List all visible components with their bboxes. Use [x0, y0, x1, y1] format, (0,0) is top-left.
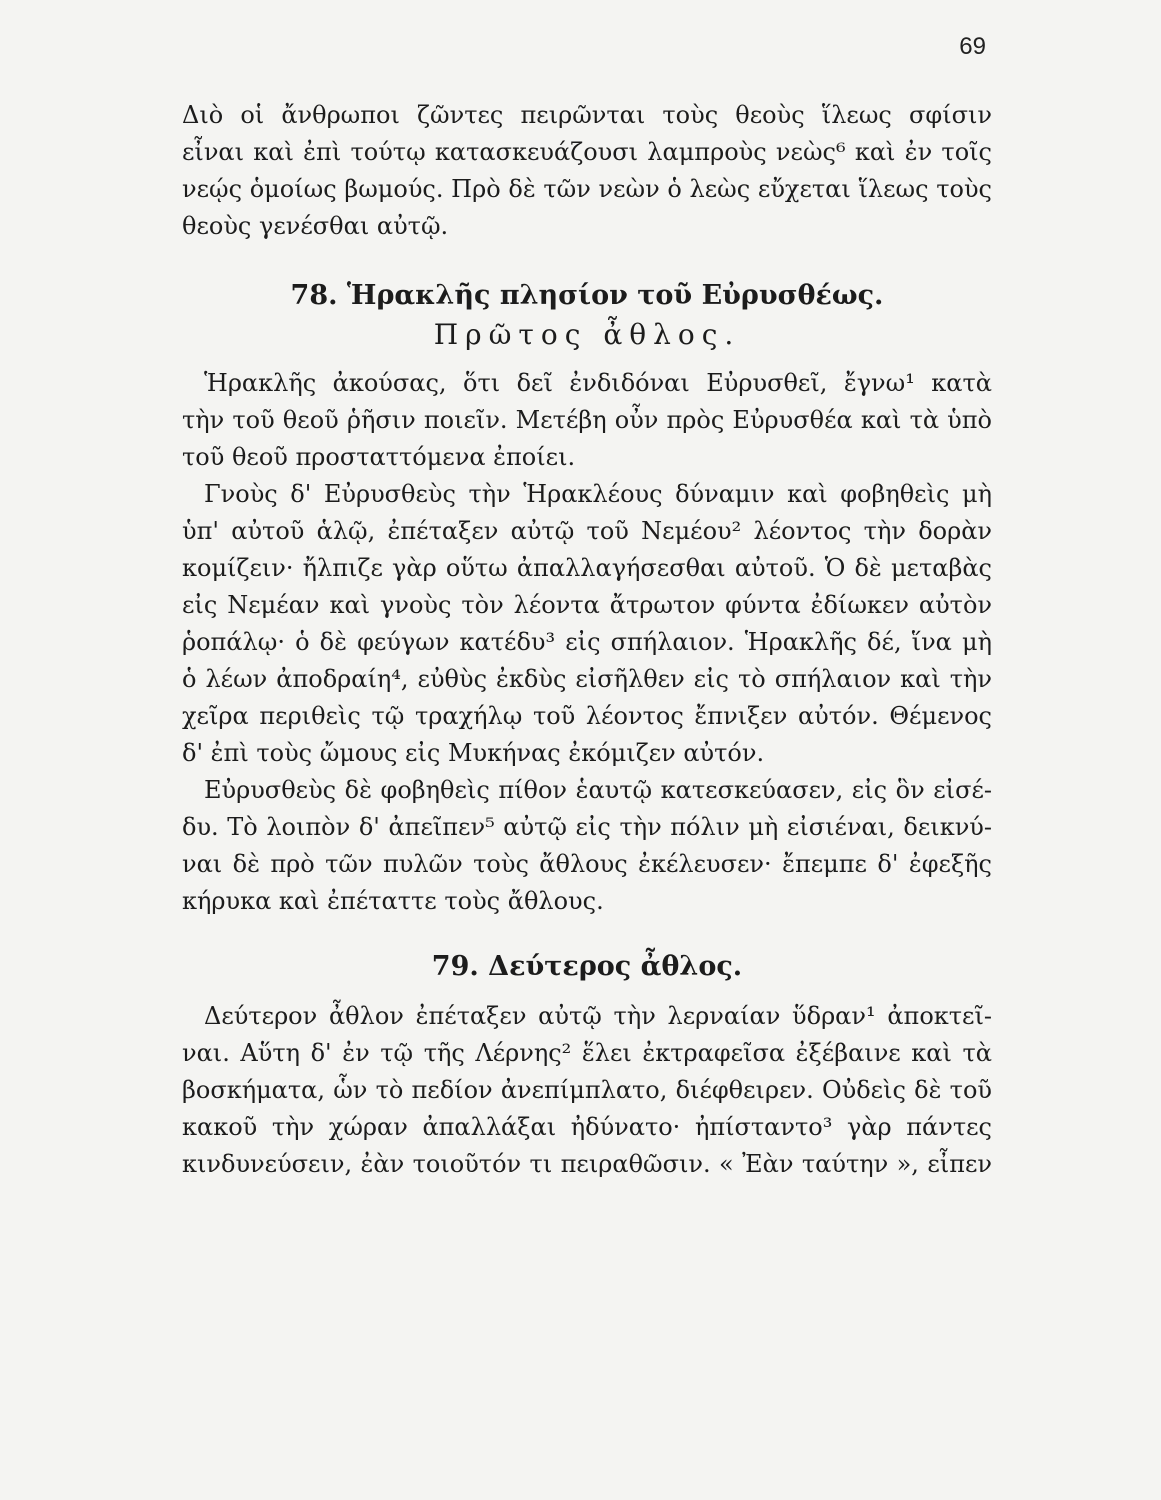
- text-line: ὁ λέων ἀποδραίη⁴, εὐθὺς ἐκδὺς εἰσῆλθεν εἰς τὸ σπήλαιον καὶ τὴν: [182, 665, 992, 693]
- text-line: δ' ἐπὶ τοὺς ὤμους εἰς Μυκήνας ἐκόμιζεν αὐτόν.: [182, 739, 765, 767]
- section-78-subheading: Πρῶτος ἆθλος.: [433, 318, 741, 351]
- text-line: Διὸ οἱ ἄνθρωποι ζῶντες πειρῶνται τοὺς θεοὺς ἵλεως σφίσιν: [182, 101, 992, 129]
- text-line: τοῦ θεοῦ προσταττόμενα ἐποίει.: [182, 443, 576, 471]
- text-line: κομίζειν· ἤλπιζε γὰρ οὕτω ἀπαλλαγήσεσθαι αὐτοῦ. Ὁ δὲ μεταβὰς: [182, 554, 992, 582]
- paragraph: [182, 476, 992, 772]
- paragraph: [182, 772, 992, 920]
- page-body: [182, 97, 992, 1183]
- text-line: εἶναι καὶ ἐπὶ τούτῳ κατασκευάζουσι λαμπροὺς νεὼς⁶ καὶ ἐν τοῖς: [182, 138, 992, 166]
- text-line: ῥοπάλῳ· ὁ δὲ φεύγων κατέδυ³ εἰς σπήλαιον. Ἡρακλῆς δέ, ἵνα μὴ: [182, 628, 992, 656]
- text-line: ναι δὲ πρὸ τῶν πυλῶν τοὺς ἄθλους ἐκέλευσεν· ἔπεμπε δ' ἐφεξῆς: [182, 850, 992, 878]
- text-line: τὴν τοῦ θεοῦ ῥῆσιν ποιεῖν. Μετέβη οὖν πρὸς Εὐρυσθέα καὶ τὰ ὑπὸ: [182, 406, 992, 434]
- section-78-heading: 78. Ἡρακλῆς πλησίον τοῦ Εὐρυσθέως.: [290, 280, 884, 311]
- page-number: 69: [959, 33, 986, 60]
- paragraph: [182, 365, 992, 476]
- text-line: θεοὺς γενέσθαι αὐτῷ.: [182, 212, 449, 240]
- text-line: βοσκήματα, ὧν τὸ πεδίον ἀνεπίμπλατο, διέφθειρεν. Οὐδεὶς δὲ τοῦ: [182, 1076, 992, 1104]
- text-line: εἰς Νεμέαν καὶ γνοὺς τὸν λέοντα ἄτρωτον φύντα ἐδίωκεν αὐτὸν: [182, 591, 992, 619]
- text-line: ναι. Αὕτη δ' ἐν τῷ τῆς Λέρνης² ἕλει ἐκτραφεῖσα ἐξέβαινε καὶ τὰ: [182, 1039, 992, 1067]
- text-line: κήρυκα καὶ ἐπέταττε τοὺς ἄθλους.: [182, 887, 604, 915]
- text-line: Εὐρυσθεὺς δὲ φοβηθεὶς πίθον ἑαυτῷ κατεσκεύασεν, εἰς ὃν εἰσέ-: [204, 776, 992, 804]
- text-line: δυ. Τὸ λοιπὸν δ' ἀπεῖπεν⁵ αὐτῷ εἰς τὴν πόλιν μὴ εἰσιέναι, δεικνύ-: [182, 813, 992, 841]
- intro-paragraph: [182, 97, 992, 245]
- text-line: χεῖρα περιθεὶς τῷ τραχήλῳ τοῦ λέοντος ἔπνιξεν αὐτόν. Θέμενος: [182, 702, 992, 730]
- paragraph: [182, 998, 992, 1183]
- text-line: κακοῦ τὴν χώραν ἀπαλλάξαι ἠδύνατο· ἠπίσταντο³ γὰρ πάντες: [182, 1113, 992, 1141]
- text-line: ὑπ' αὐτοῦ ἁλῷ, ἐπέταξεν αὐτῷ τοῦ Νεμέου² λέοντος τὴν δορὰν: [182, 517, 992, 545]
- section-79-heading: 79. Δεύτερος ἆθλος.: [431, 951, 743, 982]
- text-line: Γνοὺς δ' Εὐρυσθεὺς τὴν Ἡρακλέους δύναμιν καὶ φοβηθεὶς μὴ: [204, 480, 992, 508]
- text-line: Ἡρακλῆς ἀκούσας, ὅτι δεῖ ἐνδιδόναι Εὐρυσθεῖ, ἔγνω¹ κατὰ: [204, 369, 992, 397]
- text-line: νεῴς ὁμοίως βωμούς. Πρὸ δὲ τῶν νεὼν ὁ λεὼς εὔχεται ἵλεως τοὺς: [182, 175, 992, 203]
- text-line: κινδυνεύσειν, ἐὰν τοιοῦτόν τι πειραθῶσιν. « Ἐὰν ταύτην », εἶπεν: [182, 1150, 992, 1178]
- text-line: Δεύτερον ἆθλον ἐπέταξεν αὐτῷ τὴν λερναίαν ὕδραν¹ ἀποκτεῖ-: [204, 1002, 992, 1030]
